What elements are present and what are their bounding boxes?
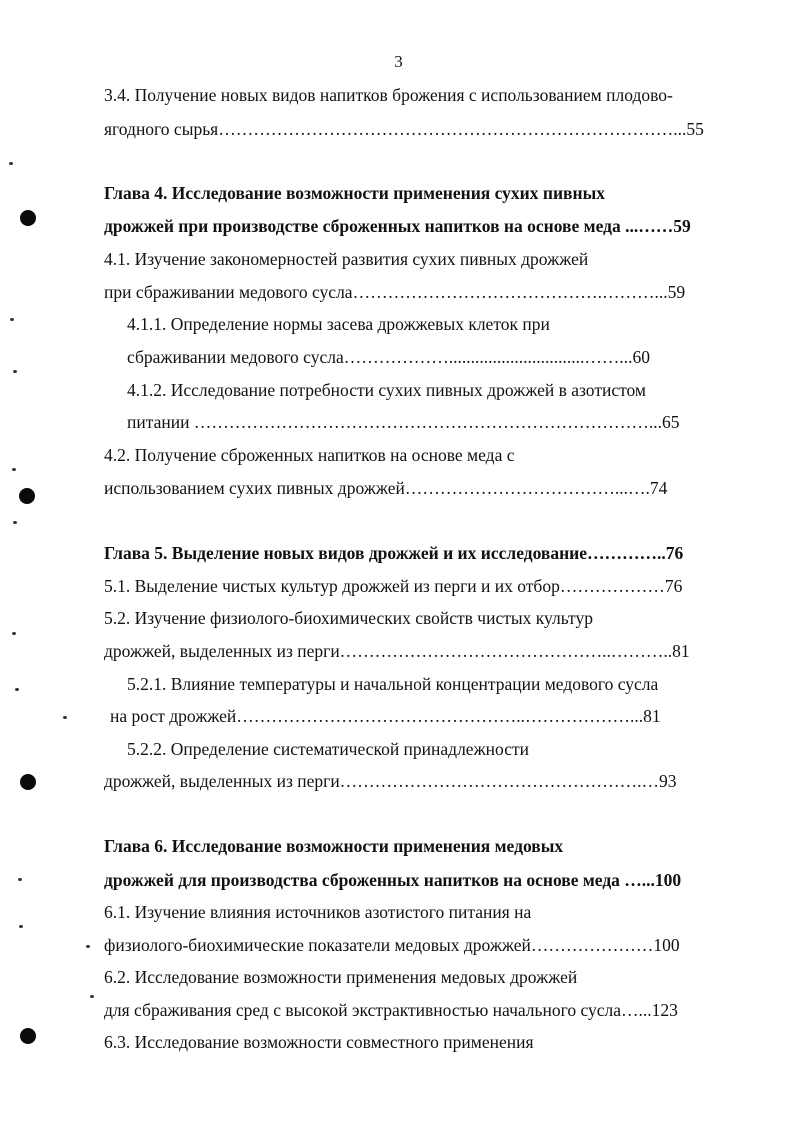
scan-speck [86,945,90,948]
toc-entry-5-2-2-line-2: дрожжей, выделенных из перги…………………………………………….…93 [104,771,677,791]
toc-chapter-4-line-2: дрожжей при производстве сброженных напитков на основе меда ...……59 [104,216,691,236]
toc-entry-4-1-1-line-2: сбраживании медового сусла………………...............................……...60 [127,347,650,367]
toc-entry-6-1-line-2: физиолого-биохимические показатели медовых дрожжей…………………100 [104,935,680,955]
scan-speck [12,468,16,471]
toc-entry-5-1: 5.1. Выделение чистых культур дрожжей из перги и их отбор………………76 [104,576,683,596]
scan-speck [9,162,13,165]
toc-entry-6-3-line-1: 6.3. Исследование возможности совместного применения [104,1032,534,1052]
scan-speck [15,688,19,691]
toc-entry-5-2-line-2: дрожжей, выделенных из перги………………………………………..………..81 [104,641,690,661]
binding-hole [20,210,36,226]
toc-entry-4-1-2-line-2: питании ……………………………………………………………………...65 [127,412,680,432]
toc-entry-4-2-line-1: 4.2. Получение сброженных напитков на основе меда с [104,445,515,465]
scan-speck [10,318,14,321]
toc-entry-5-2-2-line-1: 5.2.2. Определение систематической принадлежности [127,739,529,759]
scan-speck [19,925,23,928]
toc-chapter-6-line-1: Глава 6. Исследование возможности применения медовых [104,836,564,856]
binding-hole [20,774,36,790]
toc-entry-3-4-line-1: 3.4. Получение новых видов напитков брожения с использованием плодово- [104,85,673,105]
toc-entry-5-2-line-1: 5.2. Изучение физиолого-биохимических свойств чистых культур [104,608,593,628]
toc-entry-5-2-1-line-1: 5.2.1. Влияние температуры и начальной концентрации медового сусла [127,674,659,694]
scan-speck [90,995,94,998]
scan-speck [13,370,17,373]
scan-speck [12,632,16,635]
scan-speck [18,878,22,881]
toc-entry-6-2-line-2: для сбраживания сред с высокой экстрактивностью начального сусла…...123 [104,1000,678,1020]
toc-chapter-4-line-1: Глава 4. Исследование возможности применения сухих пивных [104,183,605,203]
binding-hole [19,488,35,504]
binding-hole [20,1028,36,1044]
toc-chapter-6-line-2: дрожжей для производства сброженных напитков на основе меда …...100 [104,870,682,890]
scan-speck [13,521,17,524]
page-number: 3 [394,52,403,71]
toc-entry-3-4-line-2: ягодного сырья……………………………………………………………………...55 [104,119,704,139]
scan-speck [63,716,67,719]
toc-entry-4-1-line-1: 4.1. Изучение закономерностей развития сухих пивных дрожжей [104,249,589,269]
toc-entry-4-2-line-2: использованием сухих пивных дрожжей………………………………...….74 [104,478,668,498]
toc-entry-4-1-2-line-1: 4.1.2. Исследование потребности сухих пивных дрожжей в азотистом [127,380,647,400]
toc-entry-6-2-line-1: 6.2. Исследование возможности применения медовых дрожжей [104,967,578,987]
toc-entry-4-1-line-2: при сбраживании медового сусла…………………………………….………...59 [104,282,686,302]
toc-entry-6-1-line-1: 6.1. Изучение влияния источников азотистого питания на [104,902,532,922]
toc-entry-5-2-1-line-2: на рост дрожжей…………………………………………..………………...81 [110,706,661,726]
toc-chapter-5: Глава 5. Выделение новых видов дрожжей и их исследование…………..76 [104,543,684,563]
toc-entry-4-1-1-line-1: 4.1.1. Определение нормы засева дрожжевых клеток при [127,314,550,334]
